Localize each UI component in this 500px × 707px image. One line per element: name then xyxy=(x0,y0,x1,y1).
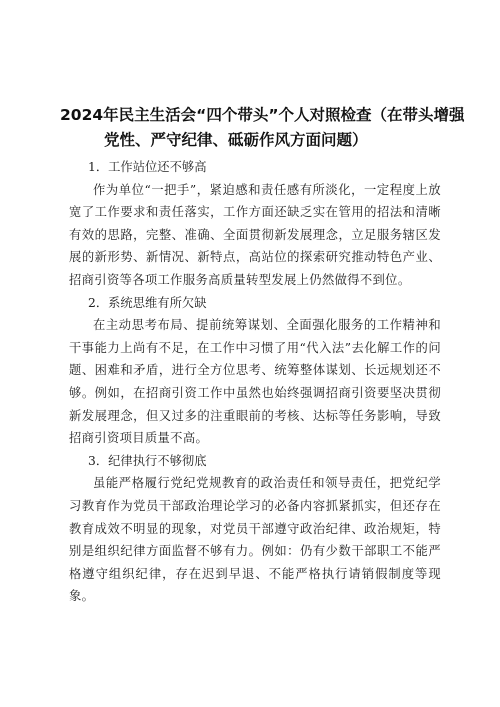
section-paragraph-1: 作为单位“一把手”，紧迫感和责任感有所淡化，一定程度上放宽了工作要求和责任落实，工作方面还缺乏实在管用的招法和清晰有效的思路，完整、准确、全面贯彻新发展理念，立足服务辖区发展的新形势、新情况、新特点，高站位的探索研究推动特色产业、招商引资等各项工作服务高质量转型发展上仍然做得不到位。 xyxy=(69,182,441,287)
section-heading-3: 3．纪律执行不够彻底 xyxy=(88,453,207,468)
document-title-line-2: 党性、严守纪律、砥砺作风方面问题） xyxy=(104,131,368,150)
section-heading-2: 2．系统思维有所欠缺 xyxy=(88,295,207,310)
document-body xyxy=(69,156,441,608)
document-title xyxy=(60,103,465,153)
section-paragraph-3: 虽能严格履行党纪党规教育的政治责任和领导责任，把党纪学习教育作为党员干部政治理论学习的必备内容抓紧抓实，但还存在教育成效不明显的现象，对党员干部遵守政治纪律、政治规矩，特别是组织纪律方面监督不够有力。例如：仍有少数干部职工不能严格遵守组织纪律，存在迟到早退、不能严格执行请销假制度等现象。 xyxy=(69,476,441,604)
document-title-line-1: 2024年民主生活会“四个带头”个人对照检查（在带头增强 xyxy=(60,106,465,125)
section-paragraph-2: 在主动思考布局、提前统筹谋划、全面强化服务的工作精神和干事能力上尚有不足，在工作中习惯了用“代入法”去化解工作的问题、困难和矛盾，进行全方位思考、统筹整体谋划、长远规划还不够。例如，在招商引资工作中虽然也始终强调招商引资要坚决贯彻新发展理念，但又过多的注重眼前的考核、达标等任务影响，导致招商引资项目质量不高。 xyxy=(69,318,441,446)
section-heading-1: 1．工作站位还不够高 xyxy=(88,160,207,174)
